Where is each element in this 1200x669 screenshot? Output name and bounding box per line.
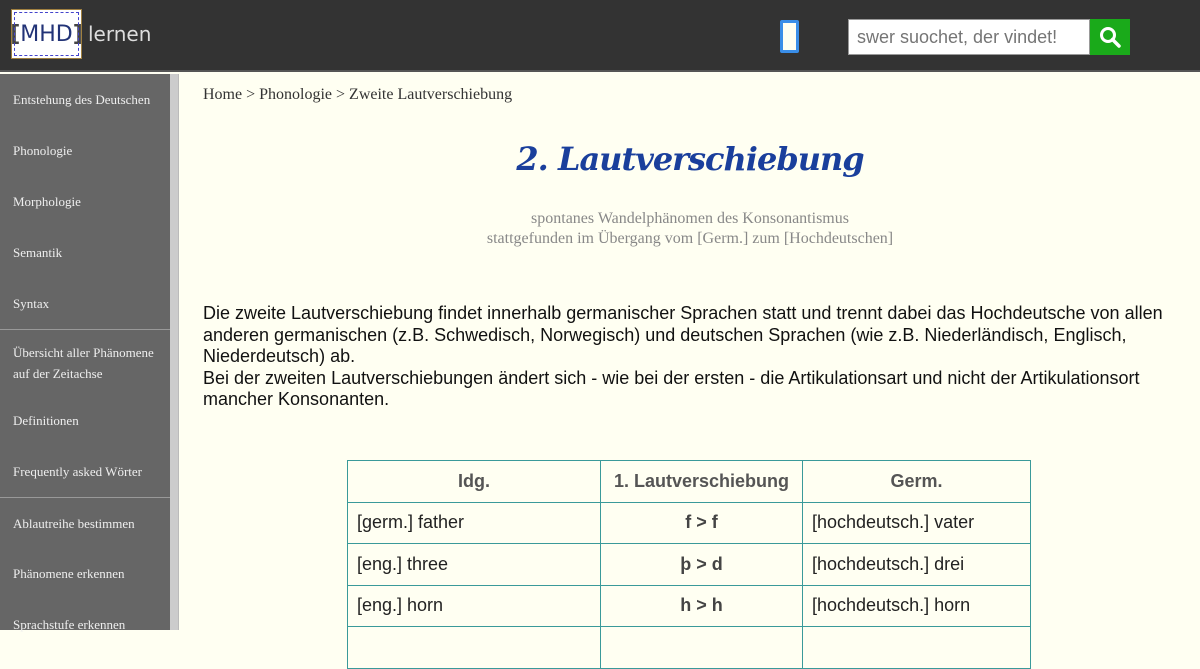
logo-text: MHD [20, 21, 73, 47]
search-input[interactable] [848, 19, 1090, 55]
table-cell: [germ.] father [348, 502, 601, 544]
table-cell: þ > d [601, 544, 803, 586]
table-cell: f > f [601, 502, 803, 544]
logo[interactable]: [ MHD ] [11, 9, 82, 59]
sidebar-item[interactable]: Sprachstufe erkennen [13, 617, 126, 632]
sidebar-item[interactable]: Frequently asked Wörter [13, 464, 142, 479]
paragraph: Bei der zweiten Lautverschiebungen ändert sich - wie bei der ersten - die Artikulationsart und nicht der Artikulationsort mancher Konsonanten. [203, 367, 1140, 409]
column-header: Germ. [803, 461, 1031, 503]
logo-suffix: lernen [88, 22, 152, 46]
table-row [348, 502, 1031, 544]
shift-table [347, 460, 1031, 669]
search-button[interactable] [1090, 19, 1130, 55]
sidebar-item[interactable]: Übersicht aller Phänomene auf der Zeitachse [0, 329, 170, 395]
intro-text [203, 303, 1173, 411]
column-header: Idg. [348, 461, 601, 503]
table-cell: [hochdeutsch.] horn [803, 585, 1031, 627]
sidebar-item[interactable]: Semantik [13, 245, 63, 260]
paragraph: Die zweite Lautverschiebung findet innerhalb germanischer Sprachen statt und trennt dabei das Hochdeutsche von allen anderen germanischen (z.B. Schwedisch, Norwegisch) und deutschen Sprachen (wie z.B. Niederländisch, Englisch, Niederdeutsch) ab. [203, 303, 1163, 366]
sidebar-item[interactable]: Phonologie [13, 143, 73, 158]
table-cell: h > h [601, 585, 803, 627]
subtitle [180, 209, 1200, 249]
sidebar-scrollbar[interactable] [170, 74, 179, 630]
sidebar [0, 74, 170, 630]
sidebar-item[interactable]: Ablautreihe bestimmen [0, 497, 170, 548]
subtitle-line: spontanes Wandelphänomen des Konsonantismus [531, 210, 849, 227]
column-header: 1. Lautverschiebung [601, 461, 803, 503]
top-bar [0, 0, 1200, 72]
breadcrumb[interactable]: Home > Phonologie > Zweite Lautverschiebung [203, 86, 513, 103]
subtitle-line: stattgefunden im Übergang vom [Germ.] zum [Hochdeutschen] [486, 230, 894, 247]
sidebar-item[interactable]: Phänomene erkennen [13, 566, 125, 581]
table-row [348, 544, 1031, 586]
table-cell: [hochdeutsch.] vater [803, 502, 1031, 544]
table-cell: [hochdeutsch.] drei [803, 544, 1031, 586]
table-row [348, 585, 1031, 627]
sidebar-item[interactable]: Entstehung des Deutschen [13, 92, 151, 107]
sidebar-item[interactable]: Syntax [13, 296, 50, 311]
table-row [348, 627, 1031, 669]
table-cell: [eng.] horn [348, 585, 601, 627]
table-cell: [eng.] three [348, 544, 601, 586]
page-title: 2. Lautverschiebung [516, 140, 864, 178]
table-header-row [348, 461, 1031, 503]
sidebar-item[interactable]: Morphologie [13, 194, 81, 209]
sidebar-item[interactable]: Definitionen [13, 413, 79, 428]
search-icon [1098, 25, 1122, 49]
menu-toggle-button[interactable] [780, 20, 799, 53]
